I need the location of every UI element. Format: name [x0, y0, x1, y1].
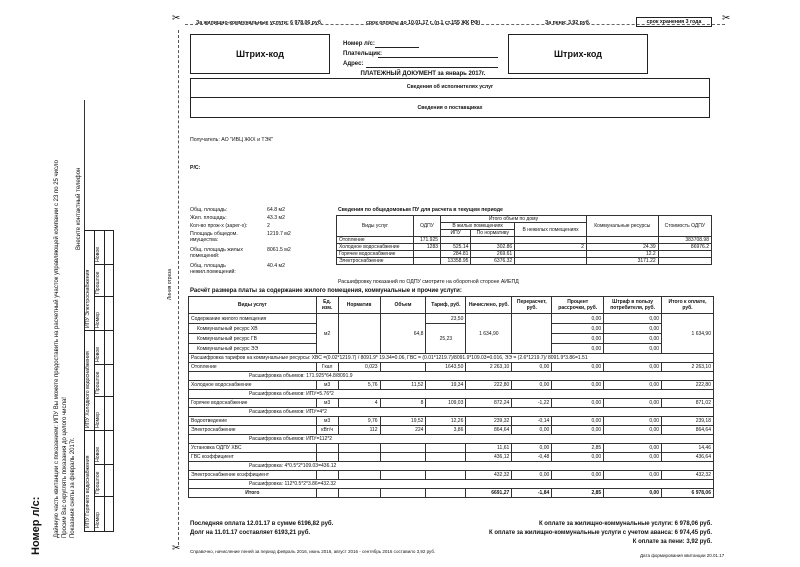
pay-with-advance: К оплате за жилищно-коммунальные услуги с учетом аванса: 6 974,45 руб. [489, 530, 712, 536]
odpu-note: Расшифровку показаний по ОДПУ смотрите на оборотной стороне АИЕПД [338, 279, 519, 285]
cell-value: 8 [380, 399, 426, 408]
cell-value: 12,26 [426, 417, 466, 426]
cell-value: 14,46 [662, 444, 714, 453]
cell-value: 0,00 [512, 363, 552, 372]
executors-info: Сведения об исполнителях услуг [406, 84, 494, 90]
table-row [189, 399, 714, 408]
cell-value [426, 453, 466, 462]
calc-table [188, 296, 714, 498]
cell-value: 0,00 [604, 417, 662, 426]
table-row: Коммунальный ресурс ЭЭ 0,00 0,00 [189, 344, 714, 354]
cell-value [380, 444, 426, 453]
cell-value [316, 444, 338, 453]
odpu-h-service: Виды услуг [337, 216, 414, 237]
cell-value: 0,00 [604, 399, 662, 408]
cell-value [338, 444, 380, 453]
cell-value: 432,32 [466, 471, 512, 480]
left-instruction-2: Просим Вас округлять показания до целого числа! [62, 397, 68, 538]
cell-value [426, 471, 466, 480]
odpu-h-res: В жилых помещениях [441, 223, 515, 230]
meter-hw-label: ИПУ Горячего водоснабжения [85, 455, 91, 528]
meter-cw-number[interactable]: Номер [95, 412, 101, 428]
cell-value: м3 [316, 381, 338, 390]
table-row: Электроснабжение 13358.95 6376.32 3171.22 [337, 258, 712, 265]
cell-value: 0,00 [552, 381, 604, 390]
service-name: Установка ОДПУ ХВС [189, 444, 317, 453]
table-row [189, 471, 714, 480]
cell-value: 0,00 [512, 444, 552, 453]
cell-value: 1643,50 [426, 363, 466, 372]
penalty-reference: Справочно, начисление пеней за период февраль 2016, июнь 2016, август 2016 - сентябрь 2016 составило 3,92 руб. [190, 549, 436, 554]
cell-value: 0,00 [604, 381, 662, 390]
left-account-label: Номер л/с: [30, 496, 42, 555]
cell-value [338, 453, 380, 462]
breakdown-text: Расшифровка объемов: 171.925*64.8/8091.9 [189, 372, 714, 381]
header-penalty: За пени: 3,92 руб. [545, 20, 591, 26]
cell-value [380, 453, 426, 462]
cell-value: кВт/ч [316, 426, 338, 435]
cell-value: 0,00 [552, 417, 604, 426]
pay-total: К оплате за жилищно-коммунальные услуги: 6 978,06 руб. [538, 521, 712, 527]
cell-value: 864,64 [662, 426, 714, 435]
phone-line [84, 100, 86, 250]
table-row [189, 426, 714, 435]
cell-value: 0,00 [604, 426, 662, 435]
suppliers-info: Сведения о поставщиках [417, 105, 483, 111]
meter-el-number[interactable]: Номер [95, 312, 101, 328]
service-name: ГВС коэффициент [189, 453, 317, 462]
cell-value: 0,00 [552, 471, 604, 480]
cell-value [316, 453, 338, 462]
rs-label: Р/С: [190, 165, 201, 171]
odpu-h-comm: Коммунальные ресурсы [586, 216, 658, 237]
param-key: Общ. площадь: [190, 207, 228, 213]
left-instruction-3: Показания сняты за февраль 2017г. [70, 437, 76, 538]
document-title: ПЛАТЕЖНЫЙ ДОКУМЕНТ за январь 2017г. [360, 71, 486, 77]
table-row [189, 363, 714, 372]
cut-line [178, 30, 179, 545]
header-due-date: срок оплаты до 10.01.17 г. (п.1 ст.155 ЖК РФ) [366, 20, 481, 26]
cell-value: 19,52 [380, 417, 426, 426]
breakdown-row [189, 435, 714, 444]
issue-date: Дата формирования квитанции 20.01.17 [640, 553, 725, 558]
barcode-left: Штрих-код [190, 34, 330, 74]
cell-value: -1,22 [512, 399, 552, 408]
cell-value: 0,00 [512, 471, 552, 480]
cell-value: 871,02 [662, 399, 714, 408]
cell-value: 0,00 [512, 426, 552, 435]
odpu-h-odpu: ОДПУ [413, 216, 440, 237]
cell-value: 11,52 [380, 381, 426, 390]
param-value: 64.8 м2 [267, 207, 285, 213]
odpu-h-total: Итого объем по дому [441, 216, 587, 223]
barcode-right: Штрих-код [508, 34, 648, 74]
cell-value: 239,18 [662, 417, 714, 426]
param-key: Кол-во прож-х (зарег-х): [190, 223, 248, 229]
cell-value: 864,64 [466, 426, 512, 435]
cell-value: 872,24 [466, 399, 512, 408]
cell-value: 2 263,10 [466, 363, 512, 372]
table-row: Коммунальный ресурс ГВ 0,00 0,00 [189, 334, 714, 344]
meter-cw-label: ИПУ Холодного водоснабжения [85, 351, 91, 428]
breakdown-row [189, 462, 714, 471]
meter-el-label: ИПУ Электроснабжения [85, 269, 91, 328]
param-key: Общ. площадь жилых помещений: [190, 247, 243, 259]
cell-value: 0,00 [552, 363, 604, 372]
table-row [189, 417, 714, 426]
meter-hw-number[interactable]: Номер [95, 512, 101, 528]
cell-value: 436,64 [662, 453, 714, 462]
service-name: Электроснабжение коэффициент [189, 471, 317, 480]
table-row [189, 444, 714, 453]
cell-value: 112 [338, 426, 380, 435]
info-box [190, 78, 710, 118]
breakdown-text: Расшифровка объемов: ИПУ=4*2 [189, 408, 714, 417]
table-row [189, 381, 714, 390]
phone-prompt: Внесите контактный телефон [76, 167, 82, 250]
param-value: 43.3 м2 [267, 215, 285, 221]
cell-value: 4 [338, 399, 380, 408]
cell-value: -0,48 [512, 453, 552, 462]
service-name: Горячее водоснабжение [189, 399, 317, 408]
debt-info: Долг на 11.01.17 составляет 6193,21 руб. [190, 530, 311, 536]
meter-cw-previous[interactable]: Прошлое [95, 371, 101, 394]
table-row: Горячее водоснабжение 284.81 269.61 12.2 [337, 251, 712, 258]
cell-value [316, 471, 338, 480]
service-name: Электроснабжение [189, 426, 317, 435]
meter-hw-new[interactable]: Новое [95, 446, 101, 462]
odpu-h-nonres: В нежилых помещениях [515, 223, 587, 237]
param-value: 1219.7 м2 [267, 231, 291, 237]
cell-value: 0,023 [338, 363, 380, 372]
odpu-h-ipu: ИПУ [441, 230, 471, 237]
cell-value: м3 [316, 417, 338, 426]
tariff-breakdown: Расшифровка тарифов на коммунальные ресурсы: ХВС =(0.02*1219.7) / 8091.9* 19.34=0.06, ГВС = (0.01*1219.7)/8091.9*109.03=0.016, ЭЭ = (2.6*1219.7)/ 8091.9*3.86=1.51 [189, 354, 714, 363]
pay-penalty: К оплате за пени: 3,92 руб. [632, 539, 712, 545]
cell-value: 11,61 [466, 444, 512, 453]
cell-value: 0,00 [512, 381, 552, 390]
param-value: 8061.5 м2 [267, 247, 291, 253]
param-key: Жил. площадь: [190, 215, 227, 221]
address-label: Адрес: [343, 61, 364, 67]
cell-value: 0,00 [604, 453, 662, 462]
odpu-h-cost: Стоимость ОДПУ [658, 216, 711, 237]
param-key: Общ. площадь нежил.помещений: [190, 263, 236, 275]
cell-value: -0,14 [512, 417, 552, 426]
meter-cw-new[interactable]: Новое [95, 346, 101, 362]
cell-value: 0,00 [604, 471, 662, 480]
breakdown-text: Расшифровка: 4*0.5*2*109.03=436.12 [189, 462, 714, 471]
storage-badge: срок хранения 3 года [636, 17, 712, 27]
payer-label: Плательщик: [343, 51, 382, 57]
cell-value: 222,80 [466, 381, 512, 390]
service-name: Отопление [189, 363, 317, 372]
service-name: Водоотведение [189, 417, 317, 426]
breakdown-row [189, 390, 714, 399]
calc-title: Расчёт размера платы за содержание жилого помещения, коммунальные и прочие услуги: [190, 288, 462, 294]
cell-value: 224 [380, 426, 426, 435]
cell-value: 432,32 [662, 471, 714, 480]
meter-el-new[interactable]: Новое [95, 246, 101, 262]
breakdown-text: Расшифровка объемов: ИПУ=112*2 [189, 435, 714, 444]
calc-header-row: Виды услуг Ед. изм. Норматив Объем Тариф, руб. Начислено, руб. Перерасчет, руб. Процент рассрочки, руб. Штраф в пользу потребителя, руб. Итого к оплате, руб. [189, 297, 714, 314]
cell-value: 109,03 [426, 399, 466, 408]
scissors-icon: ✂ [172, 13, 181, 24]
table-row: Холодное водоснабжение 1283 525.14 302.86 2 24.39 86976.2 [337, 244, 712, 251]
cell-value: 239,32 [466, 417, 512, 426]
cell-value: 436,12 [466, 453, 512, 462]
meter-hw-previous[interactable]: Прошлое [95, 471, 101, 494]
cell-value: 222,80 [662, 381, 714, 390]
meter-readings-table [84, 230, 114, 532]
odpu-title: Сведения по общедомовым ПУ для расчета в текущем периоде [338, 207, 503, 213]
meter-el-previous[interactable]: Прошлое [95, 271, 101, 294]
table-row: Коммунальный ресурс ХВ 25,23 0,00 0,00 [189, 324, 714, 334]
odpu-h-norm: По нормативу [471, 230, 515, 237]
cell-value: 0,00 [604, 444, 662, 453]
cell-value: 0,00 [552, 453, 604, 462]
scissors-icon: ✂ [172, 543, 181, 554]
cell-value [426, 444, 466, 453]
cell-value: 0,00 [552, 426, 604, 435]
cell-value: 2,85 [552, 444, 604, 453]
breakdown-row [189, 408, 714, 417]
header-total: За жилищно-коммунальные услуги: 6 978,06 руб. [196, 20, 323, 26]
breakdown-text: Расшифровка объемов: ИПУ=5.76*2 [189, 390, 714, 399]
recipient-label: Получатель: АО "ИВЦ ЖКХ и ТЭК" [190, 137, 274, 143]
cell-value [380, 363, 426, 372]
scissors-icon: ✂ [722, 13, 731, 24]
cell-value: 19,34 [426, 381, 466, 390]
service-name: Холодное водоснабжение [189, 381, 317, 390]
breakdown-row [189, 480, 714, 489]
total-row: Итого 6691,27 -1,84 2,85 0,00 6 978,06 [189, 489, 714, 498]
cell-value: 3,86 [426, 426, 466, 435]
left-instruction-1: Дайнную часть квитанции с показанием: ИПУ Вы можете предоставить на расчетный участок управляющей компании с 23 по 25 число [54, 160, 60, 538]
cell-value: 0,00 [552, 399, 604, 408]
cell-value: м3 [316, 399, 338, 408]
account-number-label: Номер л/с: [343, 41, 375, 47]
cell-value [338, 471, 380, 480]
param-key: Площадь общедом. имущества: [190, 231, 238, 243]
breakdown-row [189, 372, 714, 381]
last-payment: Последняя оплата 12.01.17 в сумме 6196,82 руб. [190, 521, 334, 527]
param-value: 40.4 м2 [267, 263, 285, 269]
cell-value: 2 263,10 [662, 363, 714, 372]
table-row: Содержание жилого помещения м2 64,8 23,50 1 634,90 0,00 0,00 1 634,90 [189, 314, 714, 324]
param-value: 2 [267, 223, 270, 229]
cell-value: Гкал [316, 363, 338, 372]
cell-value [380, 471, 426, 480]
table-row: Отопление 171.925 383708.98 [337, 237, 712, 244]
cell-value: 9,76 [338, 417, 380, 426]
breakdown-text: Расшифровка: 112*0.5*2*3.86=432.32 [189, 480, 714, 489]
table-row [189, 453, 714, 462]
cut-line-label: Линия отреза [167, 268, 173, 300]
cell-value: 0,00 [604, 363, 662, 372]
cell-value: 5,76 [338, 381, 380, 390]
odpu-table [336, 215, 712, 265]
